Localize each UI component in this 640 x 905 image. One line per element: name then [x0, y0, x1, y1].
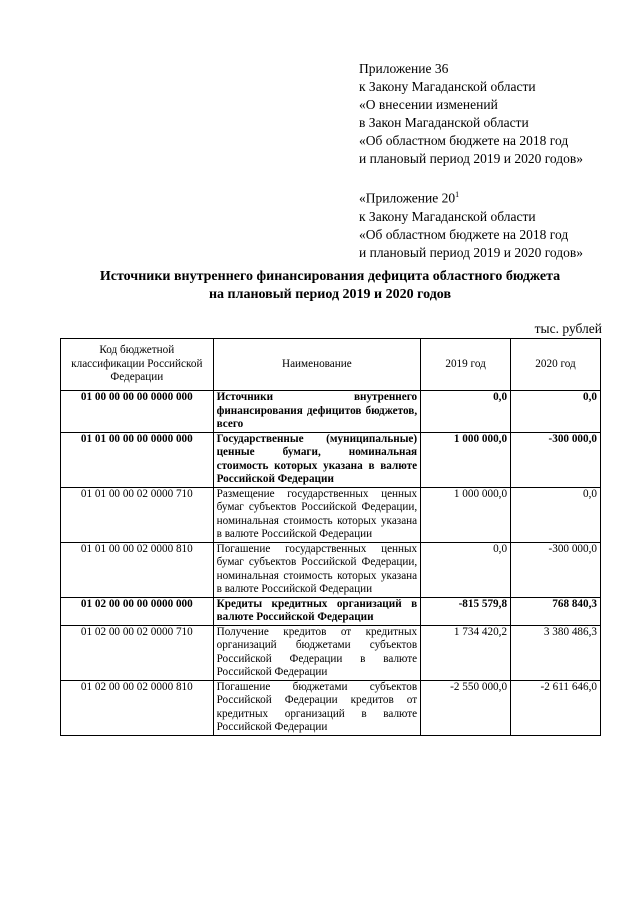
header-2019: 2019 год [421, 339, 511, 391]
row-2019: 1 000 000,0 [421, 487, 511, 542]
appendix-line: к Закону Магаданской области [359, 79, 536, 94]
prior-appendix-sup: 1 [455, 190, 460, 199]
appendix-line: в Закон Магаданской области [359, 115, 529, 130]
appendix-line: «Об областном бюджете на 2018 год [359, 133, 569, 148]
header-2020: 2020 год [511, 339, 601, 391]
header-code: Код бюджетной классификации Российской Федерации [61, 339, 214, 391]
document-title [60, 268, 600, 304]
row-2020: 3 380 486,3 [511, 625, 601, 680]
prior-appendix-title [359, 186, 583, 208]
row-name: Погашение бюджетами субъектов Российской Федерации кредитов от кредитных организаций в валюте Российской Федерации [213, 680, 421, 735]
row-2020: -2 611 646,0 [511, 680, 601, 735]
table-header-row [61, 339, 601, 391]
appendix-header [359, 60, 583, 262]
prior-line: «Об областном бюджете на 2018 год [359, 226, 569, 242]
prior-line: и плановый период 2019 и 2020 годов» [359, 244, 584, 260]
row-name: Государственные (муниципальные) ценные бумаги, номинальная стоимость которых указана в валюте Российской Федерации [213, 432, 421, 487]
table-row [61, 597, 601, 625]
row-code: 01 01 00 00 00 0000 000 [61, 432, 214, 487]
title-line-2: на плановый период 2019 и 2020 годов [208, 287, 452, 302]
row-2020: -300 000,0 [511, 432, 601, 487]
row-name: Размещение государственных ценных бумаг субъектов Российской Федерации, номинальная стоимость которых указана в валюте Российской Федерации [213, 487, 421, 542]
row-code: 01 01 00 00 02 0000 810 [61, 542, 214, 597]
prior-line: к Закону Магаданской области [359, 208, 536, 224]
row-2019: -2 550 000,0 [421, 680, 511, 735]
row-2019: 0,0 [421, 542, 511, 597]
table-row [61, 680, 601, 735]
row-2019: 1 734 420,2 [421, 625, 511, 680]
row-name: Погашение государственных ценных бумаг субъектов Российской Федерации, номинальная стоимость которых указана в валюте Российской Федерации [213, 542, 421, 597]
row-2020: -300 000,0 [511, 542, 601, 597]
row-2019: 0,0 [421, 391, 511, 433]
row-2019: -815 579,8 [421, 597, 511, 625]
appendix-line: «О внесении изменений [359, 97, 498, 112]
table-row [61, 542, 601, 597]
financing-sources-table [60, 338, 601, 736]
header-name: Наименование [213, 339, 421, 391]
table-row [61, 391, 601, 433]
table-row [61, 487, 601, 542]
row-code: 01 02 00 00 00 0000 000 [61, 597, 214, 625]
row-2019: 1 000 000,0 [421, 432, 511, 487]
row-name: Получение кредитов от кредитных организаций бюджетами субъектов Российской Федерации в валюте Российской Федерации [213, 625, 421, 680]
table-row [61, 432, 601, 487]
row-name: Кредиты кредитных организаций в валюте Российской Федерации [213, 597, 421, 625]
row-code: 01 02 00 00 02 0000 710 [61, 625, 214, 680]
prior-appendix-prefix: «Приложение 20 [359, 190, 456, 206]
row-code: 01 02 00 00 02 0000 810 [61, 680, 214, 735]
row-2020: 768 840,3 [511, 597, 601, 625]
row-2020: 0,0 [511, 391, 601, 433]
row-name: Источники внутреннего финансирования дефицитов бюджетов, всего [213, 391, 421, 433]
row-code: 01 01 00 00 02 0000 710 [61, 487, 214, 542]
units-label: тыс. рублей [534, 321, 602, 336]
row-2020: 0,0 [511, 487, 601, 542]
title-line-1: Источники внутреннего финансирования дефицита областного бюджета [99, 269, 561, 284]
table-row [61, 625, 601, 680]
appendix-line: и плановый период 2019 и 2020 годов» [359, 151, 584, 166]
appendix-line: Приложение 36 [359, 61, 449, 76]
row-code: 01 00 00 00 00 0000 000 [61, 391, 214, 433]
